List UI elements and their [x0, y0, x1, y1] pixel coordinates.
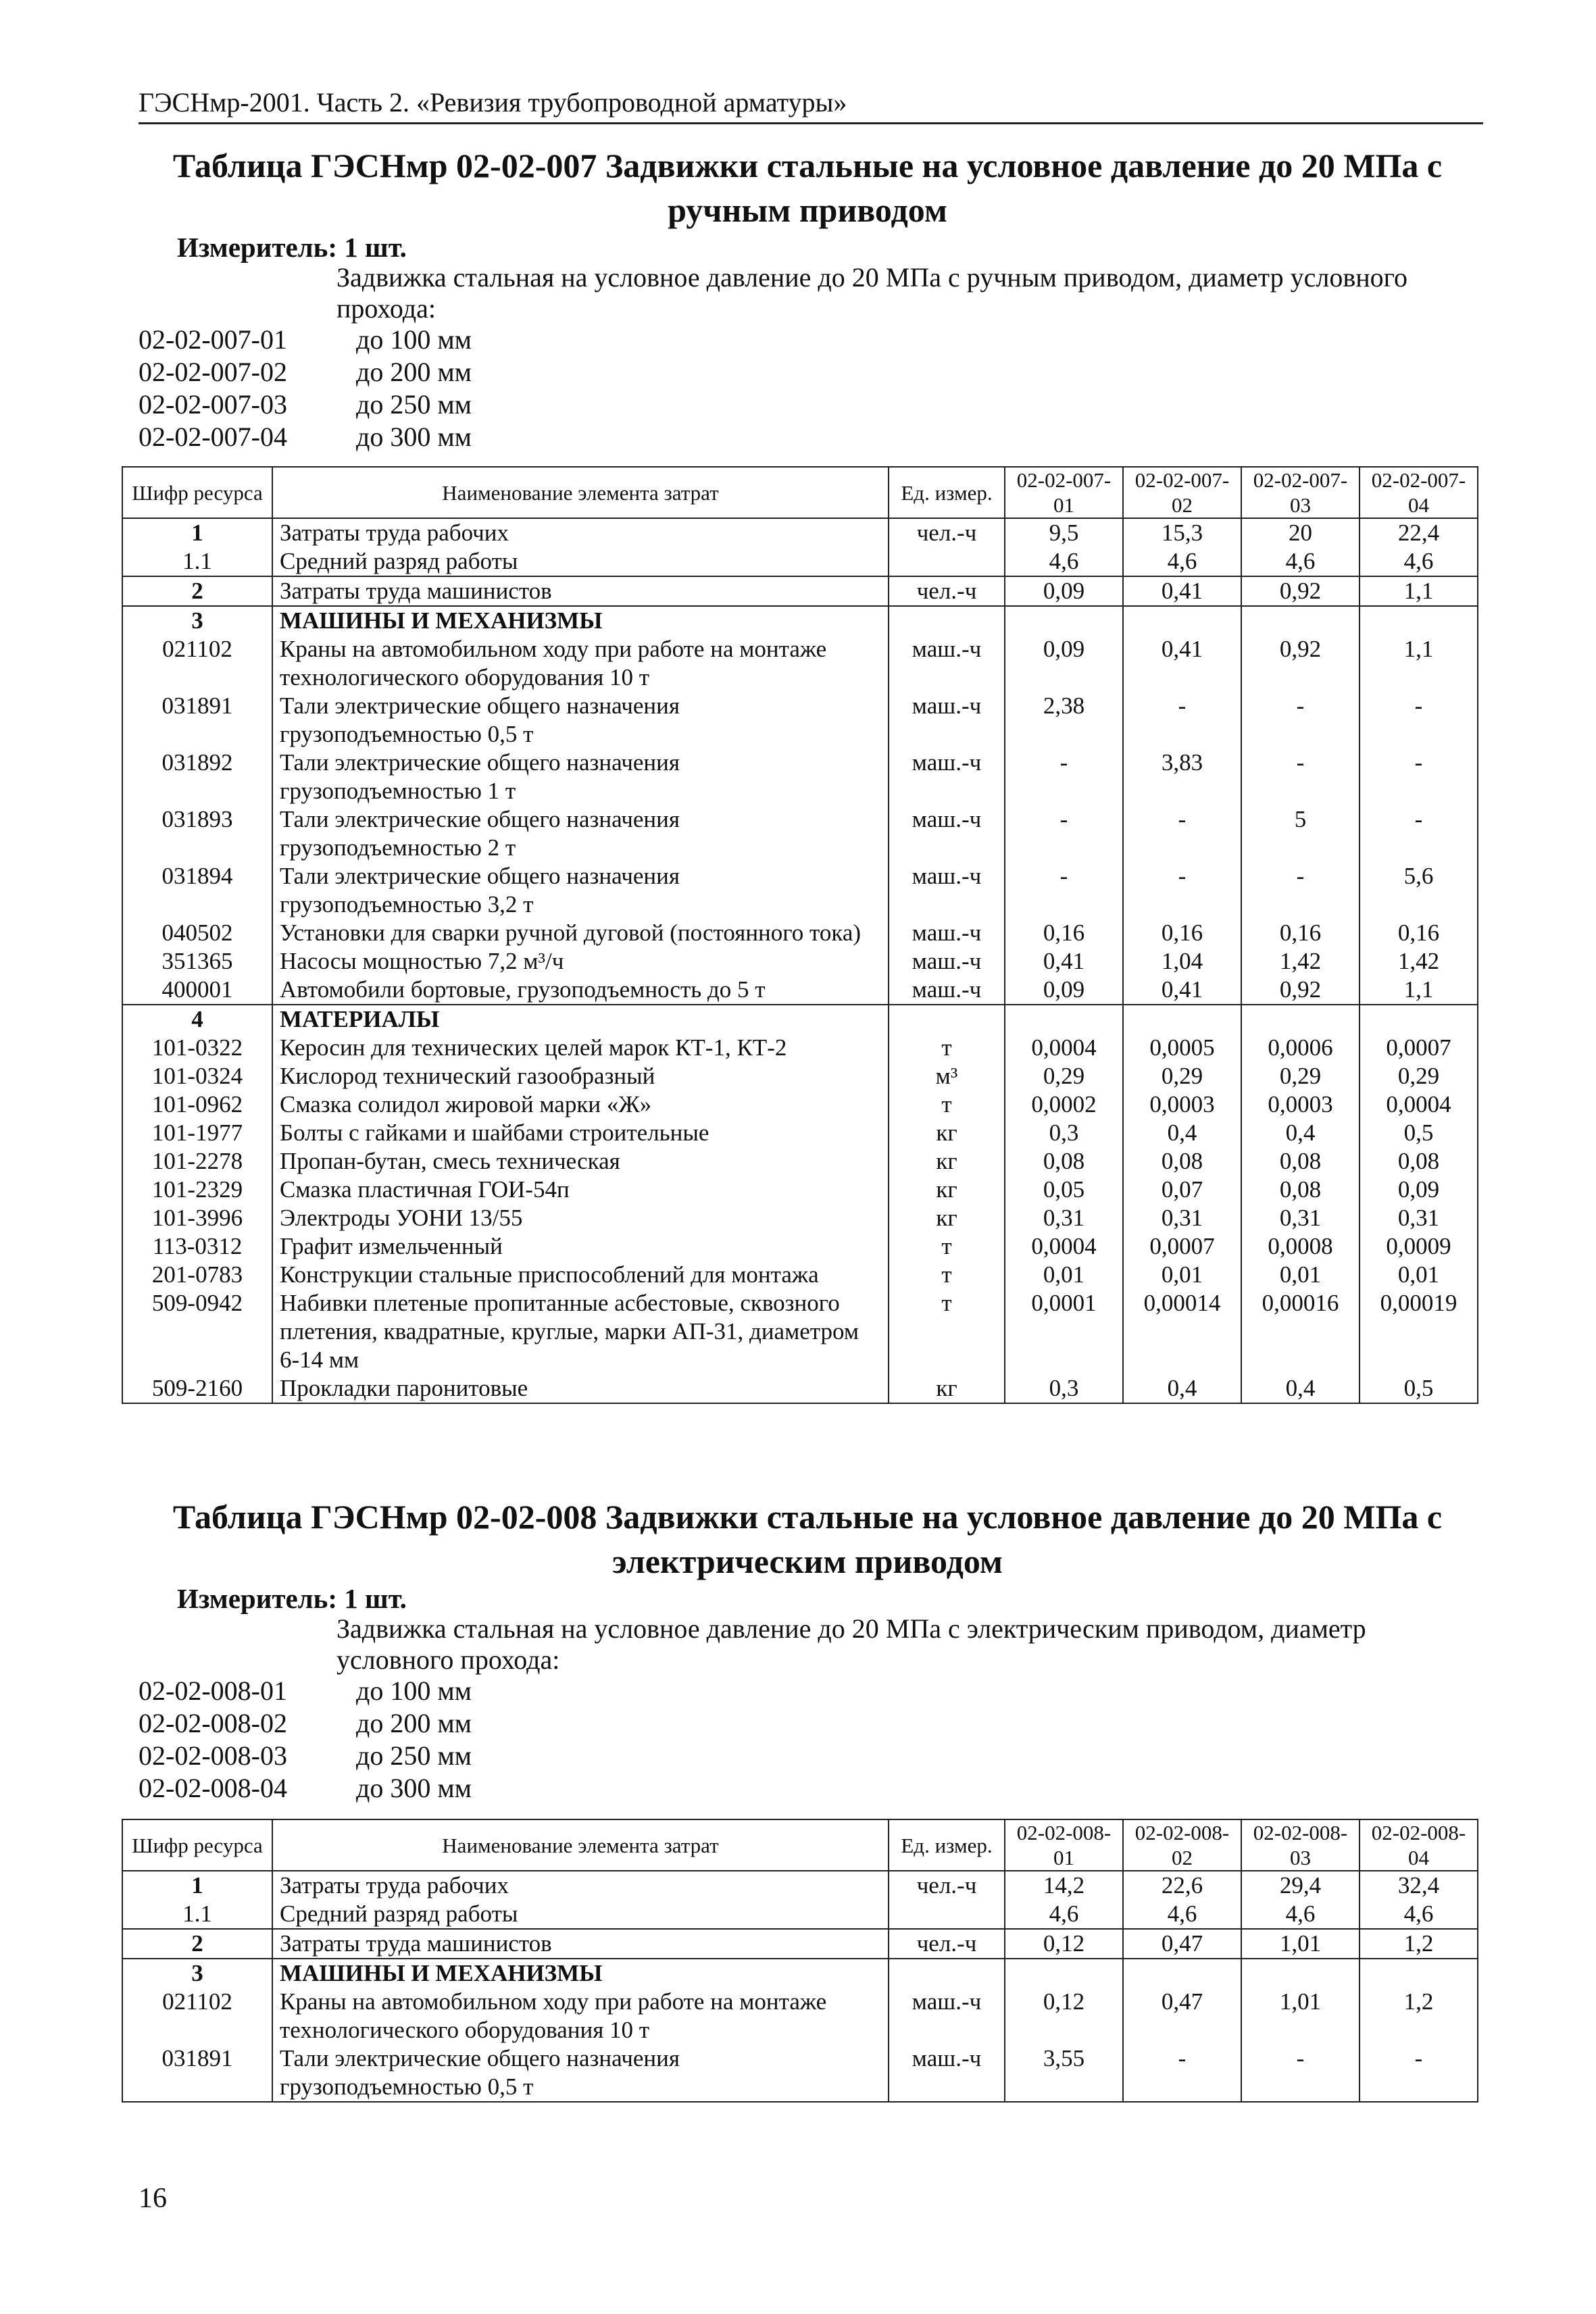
row-value-cell: 0,31: [1123, 1204, 1241, 1232]
row-value-cell: 0,4: [1241, 1119, 1360, 1147]
row-code-cell: 1: [122, 1871, 272, 1900]
col-header-variant: 02-02-007-01: [1005, 467, 1123, 518]
row-name-cell: Керосин для технических целей марок КТ-1, КТ-2: [272, 1034, 889, 1062]
row-unit-cell: чел.-ч: [889, 1871, 1005, 1900]
row-name-cell: Смазка солидол жировой марки «Ж»: [272, 1090, 889, 1119]
row-unit-cell: маш.-ч: [889, 635, 1005, 692]
row-value-cell: 5: [1241, 805, 1360, 862]
row-name-cell: Прокладки паронитовые: [272, 1374, 889, 1403]
row-unit-cell: [889, 547, 1005, 576]
row-name-cell: Кислород технический газообразный: [272, 1062, 889, 1090]
variant-desc: до 200 мм: [356, 1708, 472, 1738]
row-value-cell: [1360, 1959, 1478, 1988]
row-name-cell: Затраты труда рабочих: [272, 518, 889, 547]
row-value-cell: 0,41: [1123, 576, 1241, 606]
table-row: [122, 976, 1478, 1005]
row-value-cell: 0,01: [1360, 1261, 1478, 1289]
table-row: [122, 1929, 1478, 1959]
row-value-cell: 0,01: [1005, 1261, 1123, 1289]
row-code-cell: 509-2160: [122, 1374, 272, 1403]
row-name-cell: Краны на автомобильном ходу при работе на монтаже технологического оборудования 10 т: [272, 635, 889, 692]
row-name-cell: Краны на автомобильном ходу при работе на монтаже технологического оборудования 10 т: [272, 1988, 889, 2044]
row-code-cell: 400001: [122, 976, 272, 1005]
row-name-cell: Конструкции стальные приспособлений для монтажа: [272, 1261, 889, 1289]
row-value-cell: [1360, 606, 1478, 635]
row-name-cell: Тали электрические общего назначения грузоподъемностью 0,5 т: [272, 2044, 889, 2102]
row-value-cell: 0,92: [1241, 635, 1360, 692]
row-value-cell: [1005, 1959, 1123, 1988]
row-value-cell: 0,0009: [1360, 1232, 1478, 1261]
table-row: [122, 805, 1478, 862]
row-value-cell: 2,38: [1005, 692, 1123, 749]
table-row: [122, 1871, 1478, 1900]
row-name-cell: Насосы мощностью 7,2 м³/ч: [272, 947, 889, 976]
variant-code: 02-02-007-01: [139, 324, 287, 355]
row-value-cell: -: [1241, 2044, 1360, 2102]
col-header-unit: Ед. измер.: [889, 467, 1005, 518]
row-value-cell: 0,09: [1360, 1176, 1478, 1204]
variant-code: 02-02-007-04: [139, 422, 287, 452]
col-header-unit: Ед. измер.: [889, 1819, 1005, 1871]
row-code-cell: 031891: [122, 692, 272, 749]
row-value-cell: 0,0005: [1123, 1034, 1241, 1062]
row-value-cell: 0,00019: [1360, 1289, 1478, 1374]
row-unit-cell: чел.-ч: [889, 576, 1005, 606]
table-row: [122, 1988, 1478, 2044]
variant-desc: до 200 мм: [356, 357, 472, 387]
row-name-cell: Средний разряд работы: [272, 547, 889, 576]
row-unit-cell: т: [889, 1034, 1005, 1062]
table-row: [122, 518, 1478, 547]
row-value-cell: -: [1360, 2044, 1478, 2102]
col-header-code: Шифр ресурса: [122, 1819, 272, 1871]
variant-row: [139, 388, 472, 420]
table-row: [122, 1090, 1478, 1119]
row-value-cell: 0,07: [1123, 1176, 1241, 1204]
row-code-cell: 1.1: [122, 547, 272, 576]
row-value-cell: 0,08: [1241, 1147, 1360, 1176]
row-code-cell: 1.1: [122, 1900, 272, 1929]
row-value-cell: 1,04: [1123, 947, 1241, 976]
row-value-cell: -: [1241, 749, 1360, 805]
row-unit-cell: маш.-ч: [889, 692, 1005, 749]
row-value-cell: 0,01: [1241, 1261, 1360, 1289]
row-value-cell: -: [1360, 749, 1478, 805]
variant-row: [139, 1739, 472, 1771]
row-name-cell: Пропан-бутан, смесь техническая: [272, 1147, 889, 1176]
table2-title-line2: электрическим приводом: [612, 1542, 1003, 1580]
row-value-cell: 1,01: [1241, 1988, 1360, 2044]
table2-title-line1: Таблица ГЭСНмр 02-02-008 Задвижки стальные на условное давление до 20 МПа с: [172, 1498, 1443, 1536]
row-value-cell: 0,47: [1123, 1988, 1241, 2044]
row-code-cell: 101-0962: [122, 1090, 272, 1119]
col-header-variant: 02-02-007-04: [1360, 467, 1478, 518]
table-row: [122, 576, 1478, 606]
table2-intro: Задвижка стальная на условное давление до 20 МПа с электрическим приводом, диаметр условного прохода:: [336, 1613, 1366, 1675]
row-value-cell: 0,09: [1005, 635, 1123, 692]
table1-title-line1: Таблица ГЭСНмр 02-02-007 Задвижки стальные на условное давление до 20 МПа с: [172, 147, 1443, 184]
row-name-cell: Автомобили бортовые, грузоподъемность до 5 т: [272, 976, 889, 1005]
variant-desc: до 300 мм: [356, 1773, 472, 1803]
row-value-cell: 0,00016: [1241, 1289, 1360, 1374]
row-value-cell: 0,3: [1005, 1119, 1123, 1147]
row-value-cell: 0,31: [1360, 1204, 1478, 1232]
table-row: [122, 635, 1478, 692]
row-value-cell: 0,09: [1005, 976, 1123, 1005]
row-value-cell: [1005, 606, 1123, 635]
row-code-cell: 101-2278: [122, 1147, 272, 1176]
col-header-variant: 02-02-008-02: [1123, 1819, 1241, 1871]
table1-title: [135, 143, 1480, 232]
row-value-cell: 0,3: [1005, 1374, 1123, 1403]
row-unit-cell: т: [889, 1289, 1005, 1374]
row-name-cell: Затраты труда машинистов: [272, 1929, 889, 1959]
row-value-cell: 0,29: [1123, 1062, 1241, 1090]
row-code-cell: 2: [122, 1929, 272, 1959]
row-unit-cell: т: [889, 1090, 1005, 1119]
table1-variants: [139, 323, 472, 453]
table-row: [122, 1232, 1478, 1261]
row-value-cell: 0,41: [1123, 635, 1241, 692]
col-header-variant: 02-02-008-01: [1005, 1819, 1123, 1871]
row-value-cell: 0,01: [1123, 1261, 1241, 1289]
table-row: [122, 1374, 1478, 1403]
col-header-name: Наименование элемента затрат: [272, 1819, 889, 1871]
row-value-cell: 1,2: [1360, 1929, 1478, 1959]
row-code-cell: 4: [122, 1005, 272, 1034]
row-value-cell: 1,42: [1241, 947, 1360, 976]
row-unit-cell: [889, 1959, 1005, 1988]
row-value-cell: 0,92: [1241, 576, 1360, 606]
row-value-cell: 0,31: [1241, 1204, 1360, 1232]
row-value-cell: -: [1005, 749, 1123, 805]
row-value-cell: 14,2: [1005, 1871, 1123, 1900]
row-unit-cell: маш.-ч: [889, 976, 1005, 1005]
table-row: [122, 606, 1478, 635]
row-value-cell: 0,0002: [1005, 1090, 1123, 1119]
row-value-cell: 0,08: [1005, 1147, 1123, 1176]
row-value-cell: 4,6: [1360, 1900, 1478, 1929]
row-value-cell: -: [1005, 805, 1123, 862]
cost-table-1: [122, 466, 1478, 1404]
row-value-cell: 0,29: [1360, 1062, 1478, 1090]
row-value-cell: 0,29: [1241, 1062, 1360, 1090]
table-row: [122, 1119, 1478, 1147]
table1-measure: Измеритель: 1 шт.: [177, 232, 407, 263]
row-unit-cell: маш.-ч: [889, 805, 1005, 862]
row-value-cell: 0,41: [1123, 976, 1241, 1005]
col-header-code: Шифр ресурса: [122, 467, 272, 518]
variant-desc: до 100 мм: [356, 1676, 472, 1706]
row-value-cell: 0,47: [1123, 1929, 1241, 1959]
row-value-cell: 5,6: [1360, 862, 1478, 919]
row-code-cell: 101-0324: [122, 1062, 272, 1090]
row-unit-cell: [889, 606, 1005, 635]
row-name-cell: Электроды УОНИ 13/55: [272, 1204, 889, 1232]
row-value-cell: -: [1005, 862, 1123, 919]
page-number: 16: [139, 2183, 167, 2214]
row-unit-cell: маш.-ч: [889, 1988, 1005, 2044]
variant-row: [139, 420, 472, 453]
col-header-variant: 02-02-007-03: [1241, 467, 1360, 518]
table-row: [122, 1147, 1478, 1176]
row-name-cell: Средний разряд работы: [272, 1900, 889, 1929]
variant-row: [139, 1674, 472, 1707]
table-row: [122, 1034, 1478, 1062]
row-code-cell: 3: [122, 1959, 272, 1988]
row-value-cell: 4,6: [1123, 1900, 1241, 1929]
row-value-cell: [1241, 606, 1360, 635]
row-code-cell: 021102: [122, 635, 272, 692]
row-value-cell: 22,4: [1360, 518, 1478, 547]
row-value-cell: [1241, 1005, 1360, 1034]
row-value-cell: 0,16: [1360, 919, 1478, 947]
col-header-variant: 02-02-007-02: [1123, 467, 1241, 518]
col-header-variant: 02-02-008-03: [1241, 1819, 1360, 1871]
row-value-cell: -: [1123, 2044, 1241, 2102]
row-value-cell: 20: [1241, 518, 1360, 547]
row-name-cell: МАШИНЫ И МЕХАНИЗМЫ: [272, 606, 889, 635]
row-code-cell: 031893: [122, 805, 272, 862]
variant-row: [139, 323, 472, 355]
row-code-cell: 040502: [122, 919, 272, 947]
row-value-cell: 4,6: [1360, 547, 1478, 576]
row-value-cell: 0,05: [1005, 1176, 1123, 1204]
row-value-cell: 9,5: [1005, 518, 1123, 547]
row-name-cell: Болты с гайками и шайбами строительные: [272, 1119, 889, 1147]
table2-measure: Измеритель: 1 шт.: [177, 1583, 407, 1614]
row-value-cell: 0,09: [1005, 576, 1123, 606]
row-value-cell: 0,16: [1241, 919, 1360, 947]
row-value-cell: 0,0001: [1005, 1289, 1123, 1374]
row-unit-cell: кг: [889, 1204, 1005, 1232]
row-name-cell: Установки для сварки ручной дуговой (постоянного тока): [272, 919, 889, 947]
row-value-cell: 0,0004: [1360, 1090, 1478, 1119]
row-value-cell: 0,92: [1241, 976, 1360, 1005]
table-row: [122, 547, 1478, 576]
row-value-cell: [1123, 606, 1241, 635]
row-value-cell: [1241, 1959, 1360, 1988]
row-value-cell: 0,29: [1005, 1062, 1123, 1090]
row-value-cell: 0,0007: [1360, 1034, 1478, 1062]
cost-table-2: [122, 1819, 1478, 2103]
row-value-cell: 1,1: [1360, 576, 1478, 606]
row-value-cell: 0,12: [1005, 1929, 1123, 1959]
row-value-cell: 0,4: [1123, 1119, 1241, 1147]
row-value-cell: 1,01: [1241, 1929, 1360, 1959]
table-row: [122, 1176, 1478, 1204]
row-value-cell: 0,08: [1360, 1147, 1478, 1176]
row-value-cell: 0,0004: [1005, 1232, 1123, 1261]
variant-row: [139, 1771, 472, 1804]
row-unit-cell: маш.-ч: [889, 862, 1005, 919]
table2-title: [135, 1494, 1480, 1584]
variant-code: 02-02-008-02: [139, 1708, 287, 1738]
row-value-cell: 0,08: [1241, 1176, 1360, 1204]
row-value-cell: 0,0007: [1123, 1232, 1241, 1261]
table-row: [122, 1289, 1478, 1374]
row-value-cell: [1123, 1005, 1241, 1034]
row-name-cell: Затраты труда машинистов: [272, 576, 889, 606]
page-header: ГЭСНмр-2001. Часть 2. «Ревизия трубопроводной арматуры»: [139, 86, 1483, 124]
variant-code: 02-02-007-02: [139, 357, 287, 387]
row-value-cell: 4,6: [1241, 1900, 1360, 1929]
table-row: [122, 749, 1478, 805]
row-value-cell: 0,0004: [1005, 1034, 1123, 1062]
row-value-cell: 0,08: [1123, 1147, 1241, 1176]
row-value-cell: 29,4: [1241, 1871, 1360, 1900]
row-value-cell: 0,16: [1005, 919, 1123, 947]
row-value-cell: 1,42: [1360, 947, 1478, 976]
row-unit-cell: т: [889, 1261, 1005, 1289]
table-row: [122, 1261, 1478, 1289]
table-header-row: [122, 1819, 1478, 1871]
row-unit-cell: [889, 1900, 1005, 1929]
table-row: [122, 1204, 1478, 1232]
variant-desc: до 100 мм: [356, 324, 472, 355]
row-code-cell: 021102: [122, 1988, 272, 2044]
row-unit-cell: кг: [889, 1147, 1005, 1176]
row-code-cell: 1: [122, 518, 272, 547]
row-value-cell: 0,16: [1123, 919, 1241, 947]
table-row: [122, 947, 1478, 976]
row-name-cell: Тали электрические общего назначения грузоподъемностью 2 т: [272, 805, 889, 862]
row-code-cell: 101-2329: [122, 1176, 272, 1204]
row-value-cell: 0,41: [1005, 947, 1123, 976]
row-code-cell: 351365: [122, 947, 272, 976]
table-row: [122, 862, 1478, 919]
row-unit-cell: чел.-ч: [889, 1929, 1005, 1959]
row-value-cell: -: [1360, 692, 1478, 749]
table1-title-line2: ручным приводом: [668, 191, 947, 229]
table-row: [122, 1005, 1478, 1034]
row-code-cell: 031891: [122, 2044, 272, 2102]
col-header-variant: 02-02-008-04: [1360, 1819, 1478, 1871]
row-code-cell: 101-1977: [122, 1119, 272, 1147]
row-code-cell: 031892: [122, 749, 272, 805]
row-unit-cell: кг: [889, 1176, 1005, 1204]
row-value-cell: 15,3: [1123, 518, 1241, 547]
row-code-cell: 509-0942: [122, 1289, 272, 1374]
row-value-cell: -: [1123, 805, 1241, 862]
row-code-cell: 3: [122, 606, 272, 635]
row-unit-cell: маш.-ч: [889, 2044, 1005, 2102]
row-code-cell: 031894: [122, 862, 272, 919]
row-value-cell: 0,4: [1123, 1374, 1241, 1403]
variant-desc: до 300 мм: [356, 422, 472, 452]
table-row: [122, 919, 1478, 947]
row-value-cell: -: [1360, 805, 1478, 862]
row-value-cell: -: [1241, 862, 1360, 919]
variant-desc: до 250 мм: [356, 1740, 472, 1771]
row-value-cell: 4,6: [1123, 547, 1241, 576]
row-value-cell: 1,1: [1360, 635, 1478, 692]
row-name-cell: Затраты труда рабочих: [272, 1871, 889, 1900]
row-unit-cell: т: [889, 1232, 1005, 1261]
row-name-cell: Тали электрические общего назначения грузоподъемностью 3,2 т: [272, 862, 889, 919]
variant-row: [139, 1707, 472, 1739]
row-value-cell: 1,1: [1360, 976, 1478, 1005]
table1-intro: Задвижка стальная на условное давление до 20 МПа с ручным приводом, диаметр условного прохода:: [336, 262, 1408, 324]
row-value-cell: 0,00014: [1123, 1289, 1241, 1374]
row-value-cell: 0,12: [1005, 1988, 1123, 2044]
row-value-cell: 0,31: [1005, 1204, 1123, 1232]
variant-desc: до 250 мм: [356, 389, 472, 420]
row-unit-cell: маш.-ч: [889, 947, 1005, 976]
row-name-cell: Смазка пластичная ГОИ-54п: [272, 1176, 889, 1204]
row-value-cell: 0,0003: [1241, 1090, 1360, 1119]
row-value-cell: 0,0006: [1241, 1034, 1360, 1062]
table2-variants: [139, 1674, 472, 1804]
row-value-cell: 0,5: [1360, 1119, 1478, 1147]
row-value-cell: [1005, 1005, 1123, 1034]
row-name-cell: Графит измельченный: [272, 1232, 889, 1261]
row-unit-cell: чел.-ч: [889, 518, 1005, 547]
row-value-cell: 32,4: [1360, 1871, 1478, 1900]
variant-code: 02-02-008-04: [139, 1773, 287, 1803]
table-row: [122, 2044, 1478, 2102]
row-code-cell: 113-0312: [122, 1232, 272, 1261]
row-name-cell: МАТЕРИАЛЫ: [272, 1005, 889, 1034]
table-header-row: [122, 467, 1478, 518]
variant-code: 02-02-008-03: [139, 1740, 287, 1771]
row-value-cell: 0,5: [1360, 1374, 1478, 1403]
table-row: [122, 1959, 1478, 1988]
row-value-cell: 1,2: [1360, 1988, 1478, 2044]
row-value-cell: -: [1123, 862, 1241, 919]
row-value-cell: 3,55: [1005, 2044, 1123, 2102]
row-unit-cell: кг: [889, 1374, 1005, 1403]
table-row: [122, 692, 1478, 749]
col-header-name: Наименование элемента затрат: [272, 467, 889, 518]
row-name-cell: МАШИНЫ И МЕХАНИЗМЫ: [272, 1959, 889, 1988]
row-code-cell: 101-0322: [122, 1034, 272, 1062]
row-value-cell: 3,83: [1123, 749, 1241, 805]
row-unit-cell: [889, 1005, 1005, 1034]
row-value-cell: 0,4: [1241, 1374, 1360, 1403]
row-name-cell: Набивки плетеные пропитанные асбестовые, сквозного плетения, квадратные, круглые, марки АП-31, диаметром 6-14 мм: [272, 1289, 889, 1374]
row-value-cell: [1360, 1005, 1478, 1034]
variant-code: 02-02-008-01: [139, 1676, 287, 1706]
row-unit-cell: маш.-ч: [889, 749, 1005, 805]
row-code-cell: 2: [122, 576, 272, 606]
row-unit-cell: м³: [889, 1062, 1005, 1090]
row-value-cell: -: [1123, 692, 1241, 749]
variant-code: 02-02-007-03: [139, 389, 287, 420]
row-value-cell: 4,6: [1005, 1900, 1123, 1929]
row-value-cell: 4,6: [1005, 547, 1123, 576]
row-unit-cell: кг: [889, 1119, 1005, 1147]
row-code-cell: 101-3996: [122, 1204, 272, 1232]
row-name-cell: Тали электрические общего назначения грузоподъемностью 0,5 т: [272, 692, 889, 749]
row-value-cell: 0,0008: [1241, 1232, 1360, 1261]
table-row: [122, 1900, 1478, 1929]
variant-row: [139, 355, 472, 388]
table-row: [122, 1062, 1478, 1090]
row-value-cell: [1123, 1959, 1241, 1988]
row-code-cell: 201-0783: [122, 1261, 272, 1289]
row-name-cell: Тали электрические общего назначения грузоподъемностью 1 т: [272, 749, 889, 805]
row-value-cell: -: [1241, 692, 1360, 749]
row-value-cell: 0,0003: [1123, 1090, 1241, 1119]
row-unit-cell: маш.-ч: [889, 919, 1005, 947]
row-value-cell: 22,6: [1123, 1871, 1241, 1900]
row-value-cell: 4,6: [1241, 547, 1360, 576]
